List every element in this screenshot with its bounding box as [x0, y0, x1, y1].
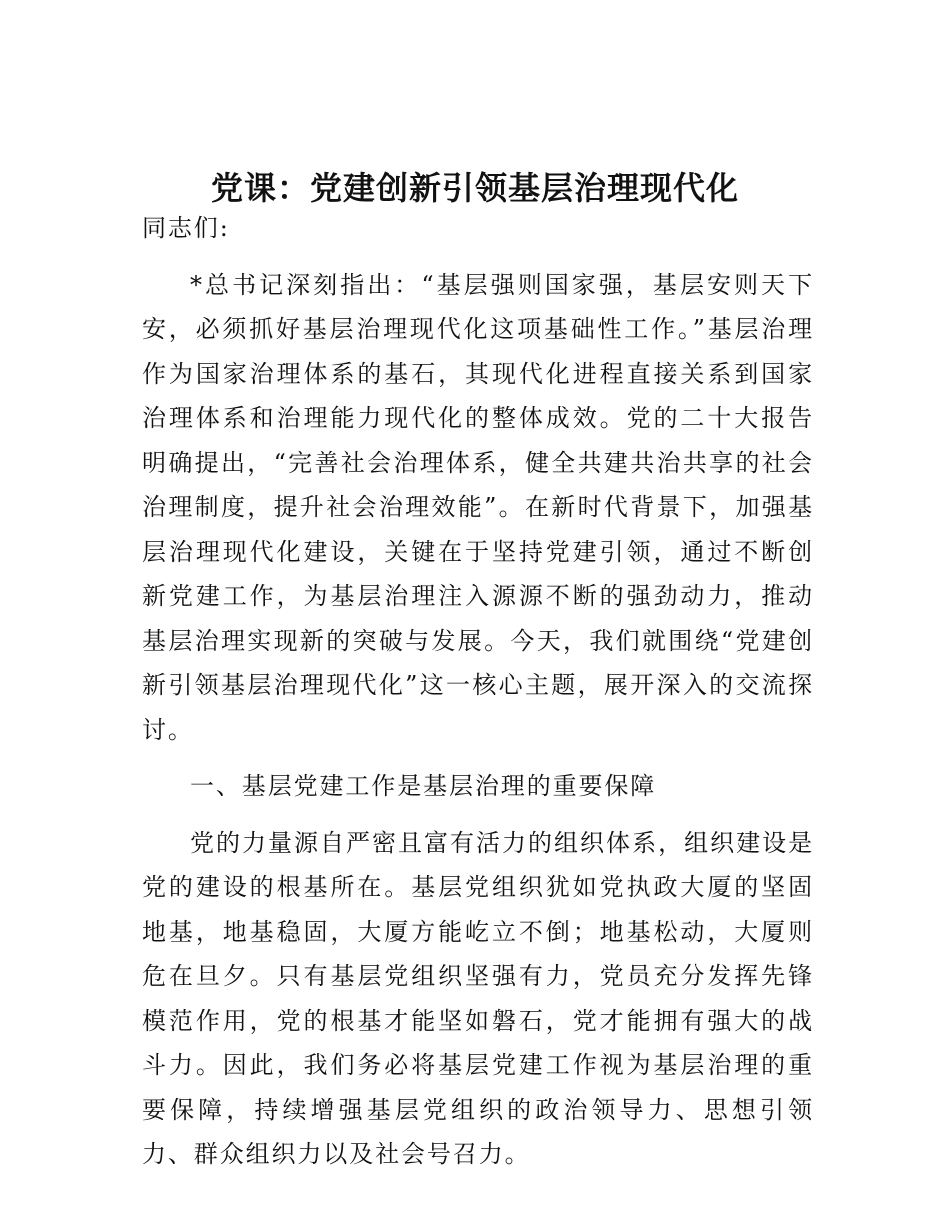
- document-body: [142, 206, 814, 1189]
- paragraph-intro: *总书记深刻指出：“基层强则国家强，基层安则天下安，必须抓好基层治理现代化这项基础性工作。”基层治理作为国家治理体系的基石，其现代化进程直接关系到国家治理体系和治理能力现代化的整体成效。党的二十大报告明确提出，“完善社会治理体系，健全共建共治共享的社会治理制度，提升社会治理效能”。在新时代背景下，加强基层治理现代化建设，关键在于坚持党建引领，通过不断创新党建工作，为基层治理注入源源不断的强劲动力，推动基层治理实现新的突破与发展。今天，我们就围绕“党建创新引领基层治理现代化”这一核心主题，展开深入的交流探讨。: [142, 270, 814, 744]
- section-heading: 一、基层党建工作是基层治理的重要保障: [190, 772, 657, 800]
- paragraph-section-one: 党的力量源自严密且富有活力的组织体系，组织建设是党的建设的根基所在。基层党组织犹如党执政大厦的坚固地基，地基稳固，大厦方能屹立不倒；地基松动，大厦则危在旦夕。只有基层党组织坚强有力，党员充分发挥先锋模范作用，党的根基才能坚如磐石，党才能拥有强大的战斗力。因此，我们务必将基层党建工作视为基层治理的重要保障，持续增强基层党组织的政治领导力、思想引领力、群众组织力以及社会号召力。: [142, 828, 814, 1168]
- document-title: 党课：党建创新引领基层治理现代化: [210, 169, 739, 207]
- salutation: 同志们:: [142, 214, 230, 242]
